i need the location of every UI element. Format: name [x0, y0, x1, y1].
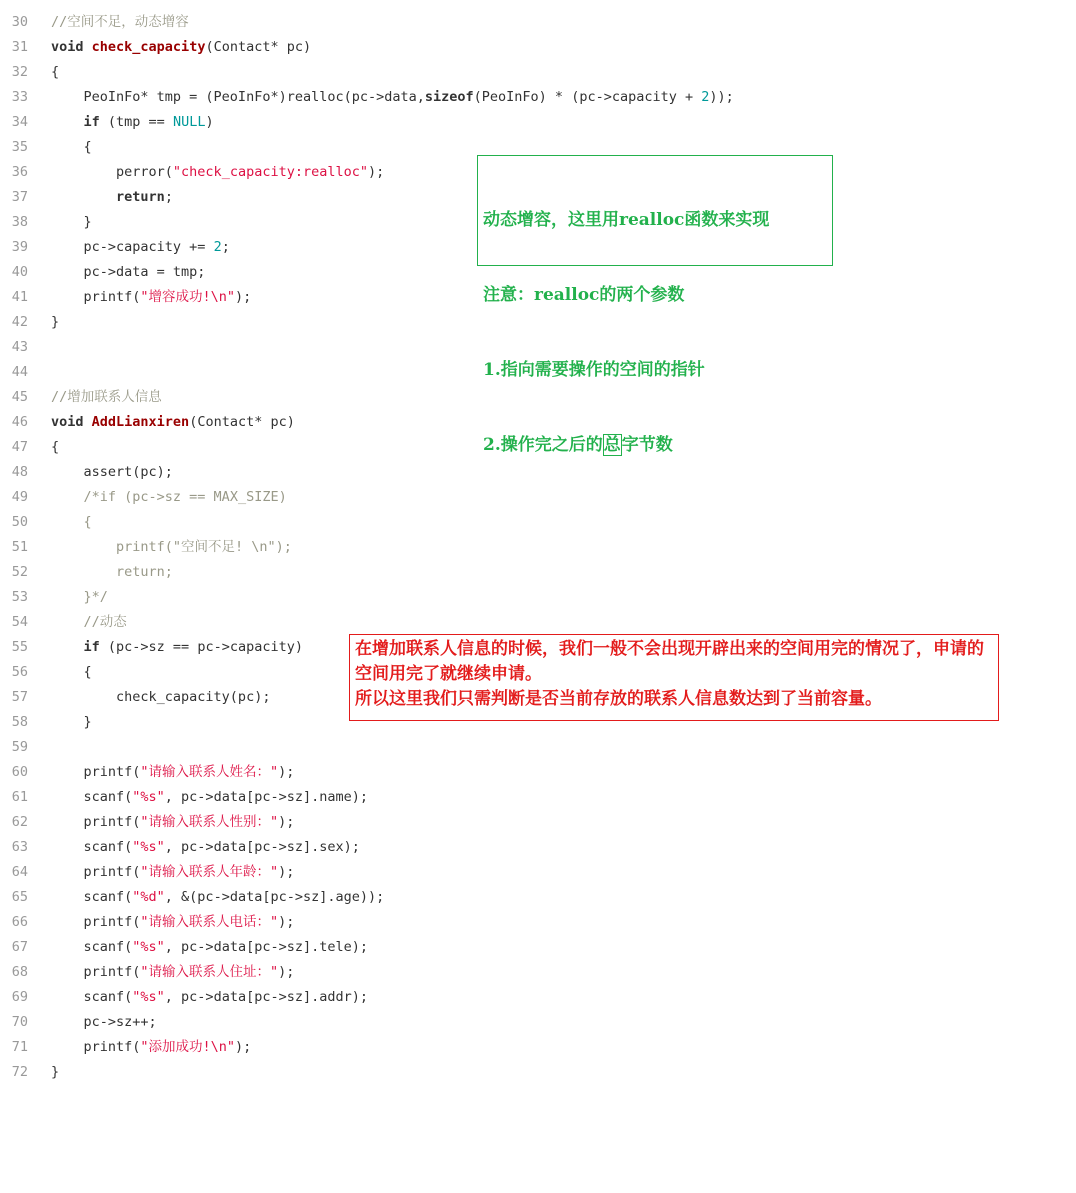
code-text: printf("请输入联系人性别：");: [51, 814, 295, 830]
code-text: {: [51, 664, 92, 680]
line-number: 63: [11, 839, 28, 855]
line-number: 32: [11, 64, 28, 80]
line-number: 68: [11, 964, 28, 980]
code-text: void AddLianxiren(Contact* pc): [51, 414, 295, 430]
line-number: 70: [11, 1014, 28, 1030]
line-number: 56: [11, 664, 28, 680]
code-line: [0, 485, 1076, 510]
line-number: 57: [11, 689, 28, 705]
code-line: [0, 810, 1076, 835]
code-line: [0, 835, 1076, 860]
line-number: 54: [11, 614, 28, 630]
code-text: if (tmp == NULL): [83, 114, 214, 130]
annotation-text: 字节数: [621, 435, 673, 455]
line-number: 67: [11, 939, 28, 955]
code-line: [0, 785, 1076, 810]
code-line: [0, 10, 1076, 35]
line-number: 66: [11, 914, 28, 930]
code-text: void check_capacity(Contact* pc): [51, 39, 312, 55]
code-text: return;: [51, 564, 173, 580]
code-text: //动态: [83, 614, 127, 630]
code-text: /*if (pc->sz == MAX_SIZE): [83, 489, 287, 505]
line-number: 58: [11, 714, 28, 730]
code-text: }: [51, 714, 92, 730]
code-text: scanf("%d", &(pc->data[pc->sz].age));: [51, 889, 385, 905]
line-number: 62: [11, 814, 28, 830]
code-text: check_capacity(pc);: [51, 689, 271, 705]
line-number: 47: [11, 439, 28, 455]
line-number: 53: [11, 589, 28, 605]
code-text: pc->data = tmp;: [51, 264, 206, 280]
line-number: 60: [11, 764, 28, 780]
line-number: 36: [11, 164, 28, 180]
code-line: [0, 110, 1076, 135]
line-number: 39: [11, 239, 28, 255]
code-text: }*/: [51, 589, 108, 605]
code-text: {: [51, 439, 60, 455]
code-line: [0, 985, 1076, 1010]
line-number: 71: [11, 1039, 28, 1055]
line-number: 46: [11, 414, 28, 430]
annotation-capacity-check: 在增加联系人信息的时候，我们一般不会出现开辟出来的空间用完的情况了，申请的空间用完了就继续申请。 所以这里我们只需判断是否当前存放的联系人信息数达到了当前容量。: [349, 634, 999, 721]
line-number: 44: [11, 364, 28, 380]
line-number: 48: [11, 464, 28, 480]
code-text: pc->sz++;: [51, 1014, 157, 1030]
annotation-line: 注意：realloc的两个参数: [483, 285, 685, 305]
code-text: return;: [116, 189, 173, 205]
code-line: [0, 60, 1076, 85]
code-text: //增加联系人信息: [51, 389, 162, 405]
code-line: [0, 560, 1076, 585]
annotation-line: 动态增容，这里用realloc函数来实现: [483, 210, 770, 230]
highlighted-char: 总: [603, 435, 621, 455]
code-text: assert(pc);: [51, 464, 173, 480]
code-text: scanf("%s", pc->data[pc->sz].name);: [51, 789, 368, 805]
line-number: 69: [11, 989, 28, 1005]
line-number: 42: [11, 314, 28, 330]
line-number: 72: [11, 1064, 28, 1080]
annotation-line: [483, 433, 827, 458]
line-number: 50: [11, 514, 28, 530]
code-text: printf("请输入联系人电话：");: [51, 914, 295, 930]
line-number: 33: [11, 89, 28, 105]
code-text: PeoInFo* tmp = (PeoInFo*)realloc(pc->data,sizeof(PeoInFo) * (pc->capacity + 2));: [51, 89, 734, 105]
code-line: [0, 885, 1076, 910]
code-text: {: [51, 64, 60, 80]
line-number: 34: [11, 114, 28, 130]
line-number: 41: [11, 289, 28, 305]
line-number: 55: [11, 639, 28, 655]
code-text: printf("空间不足! \n");: [51, 539, 292, 555]
code-text: scanf("%s", pc->data[pc->sz].addr);: [51, 989, 368, 1005]
code-line: [0, 1060, 1076, 1085]
code-text: //空间不足，动态增容: [51, 14, 189, 30]
annotation-realloc: [477, 155, 833, 455]
line-number: 65: [11, 889, 28, 905]
line-number: 43: [11, 339, 28, 355]
code-line: [0, 1010, 1076, 1035]
code-line: [0, 1035, 1076, 1060]
line-number: 37: [11, 189, 28, 205]
code-line: [0, 910, 1076, 935]
line-number: 49: [11, 489, 28, 505]
code-line: [0, 735, 1076, 760]
code-text: if (pc->sz == pc->capacity): [83, 639, 303, 655]
code-text: }: [51, 214, 92, 230]
code-text: pc->capacity += 2;: [51, 239, 230, 255]
code-line: [0, 85, 1076, 110]
code-line: [0, 585, 1076, 610]
code-line: [0, 610, 1076, 635]
code-text: printf("添加成功!\n");: [51, 1039, 252, 1055]
code-text: scanf("%s", pc->data[pc->sz].tele);: [51, 939, 368, 955]
line-number: 30: [11, 14, 28, 30]
code-text: scanf("%s", pc->data[pc->sz].sex);: [51, 839, 360, 855]
line-number: 64: [11, 864, 28, 880]
code-line: [0, 860, 1076, 885]
line-number: 45: [11, 389, 28, 405]
line-number: 35: [11, 139, 28, 155]
code-text: {: [51, 514, 92, 530]
code-line: [0, 760, 1076, 785]
annotation-line: 1.指向需要操作的空间的指针: [483, 360, 705, 380]
line-number: 59: [11, 739, 28, 755]
line-number: 31: [11, 39, 28, 55]
code-text: printf("增容成功!\n");: [51, 289, 252, 305]
code-text: perror("check_capacity:realloc");: [51, 164, 385, 180]
code-text: }: [51, 1064, 60, 1080]
line-number: 38: [11, 214, 28, 230]
line-number: 51: [11, 539, 28, 555]
code-text: }: [51, 314, 60, 330]
code-text: printf("请输入联系人年龄：");: [51, 864, 295, 880]
code-line: [0, 935, 1076, 960]
code-line: [0, 535, 1076, 560]
code-text: {: [51, 139, 92, 155]
line-number: 40: [11, 264, 28, 280]
code-text: printf("请输入联系人姓名：");: [51, 764, 295, 780]
line-number: 61: [11, 789, 28, 805]
code-line: [0, 510, 1076, 535]
annotation-text: 2.操作完之后的: [483, 435, 603, 455]
code-text: printf("请输入联系人住址：");: [51, 964, 295, 980]
line-number: 52: [11, 564, 28, 580]
code-line: [0, 35, 1076, 60]
code-line: [0, 960, 1076, 985]
